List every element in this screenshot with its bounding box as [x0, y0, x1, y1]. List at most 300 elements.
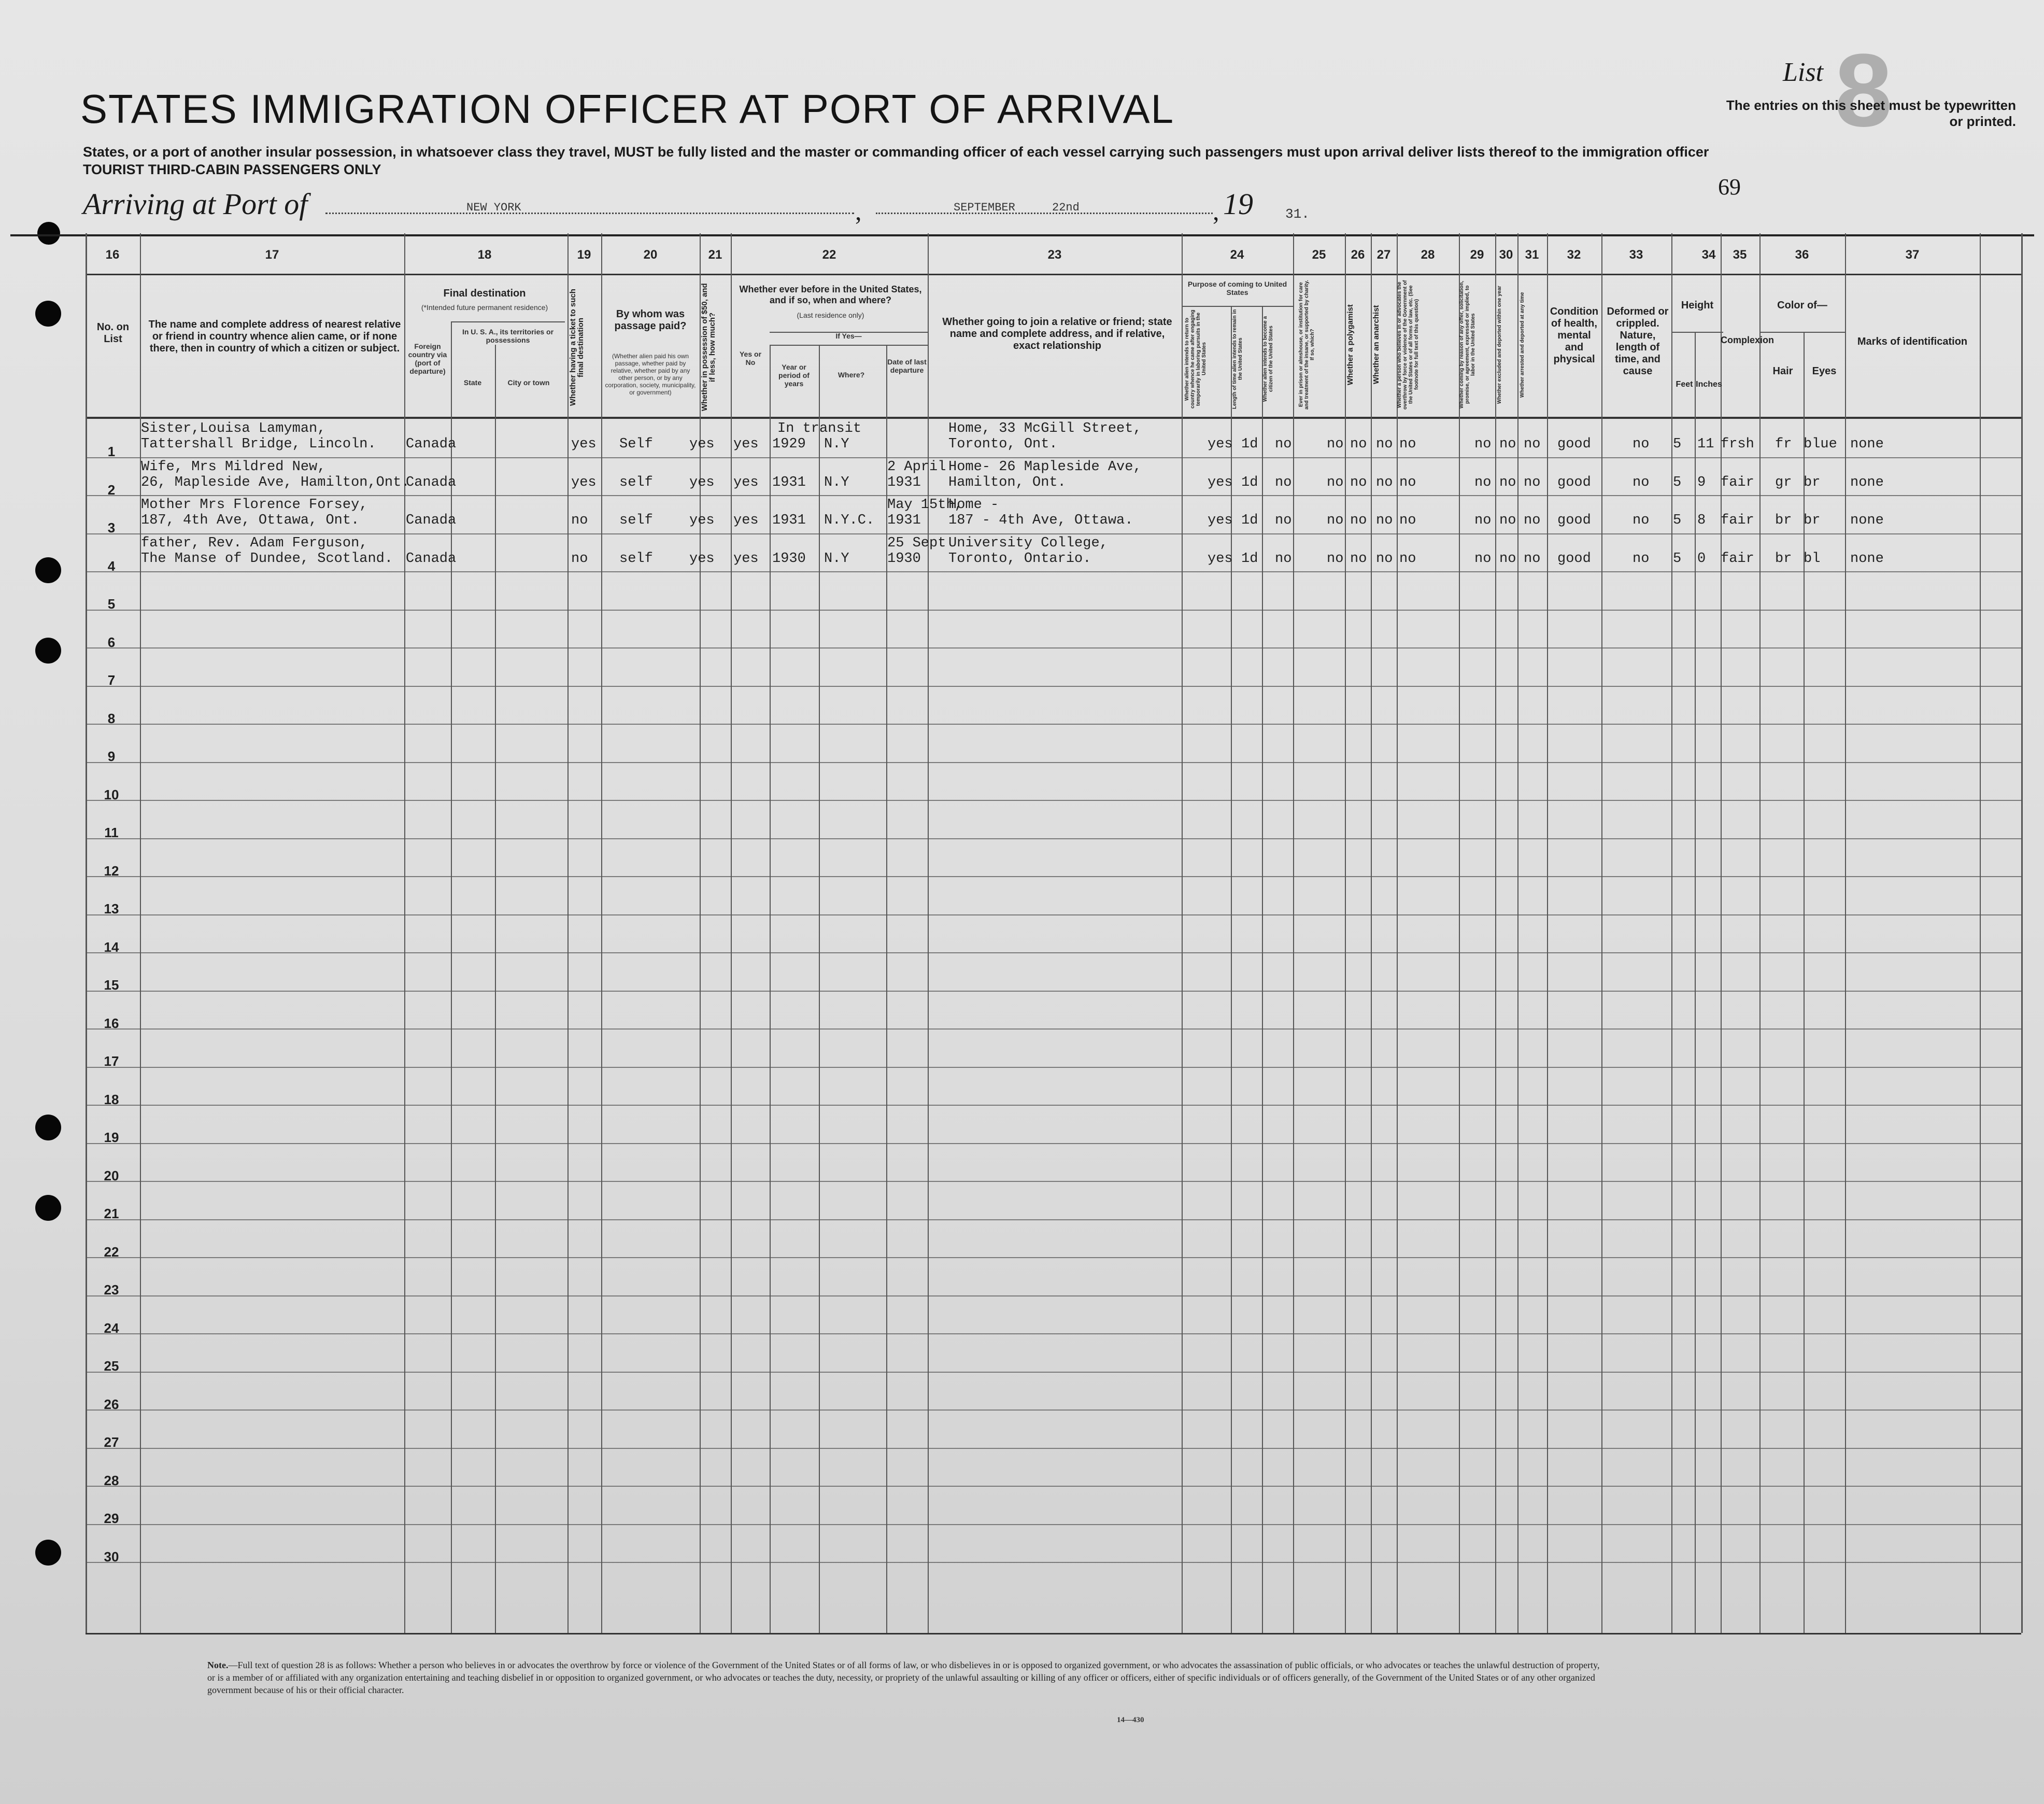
entry-join-line1: Home- 26 Mapleside Ave, — [948, 459, 1142, 475]
column-number: 17 — [265, 248, 279, 262]
row-rule — [1671, 332, 1723, 333]
row-rule — [86, 647, 2021, 649]
row-number: 26 — [104, 1396, 119, 1412]
entry-join-line1: Home, 33 McGill Street, — [948, 421, 1142, 436]
row-rule — [86, 610, 2021, 611]
entry-rel-line2: Tattershall Bridge, Lincoln. — [141, 436, 376, 452]
footnote-text: —Full text of question 28 is as follows: Whether a person who believes in or advocates the overthrow by force or violence of the Government of the United States or of all forms of law, or who disbelieves in or is opposed to organized government, or who advocates the assassination of public officials, or who advocates or teaches the unlawful destruction of property, or is a member of or affiliated with any organization entertaining and teaching disbelief in or opposition to organized government, or who advocates or teaches the duty, necessity, or propriety of the unlawful assaulting or killing of any officer or officers, either of specific individuals or of officers generally, of the Government of the United States or of any other organized government because of his or their official character. — [207, 1660, 1600, 1695]
header-health: Condition of health, mental and physical — [1550, 306, 1599, 365]
entry-eyes: br — [1804, 513, 1821, 528]
row-rule — [451, 321, 565, 322]
typewriter-note: The entries on this sheet must be typewritten or printed. — [1726, 97, 2016, 129]
entry-transit: In transit — [777, 421, 862, 436]
entry-p24a: yes — [1208, 551, 1233, 567]
column-number: 27 — [1376, 248, 1391, 262]
entry-hair: gr — [1775, 474, 1792, 490]
entry-foreign: Canada — [406, 513, 457, 528]
row-number: 5 — [107, 596, 116, 612]
column-rule — [819, 345, 820, 1633]
entry-c26: no — [1350, 474, 1367, 490]
entry-marks: none — [1850, 513, 1884, 528]
row-rule — [86, 1105, 2021, 1106]
column-rule — [1262, 306, 1263, 1633]
punch-hole — [37, 222, 60, 245]
entry-inches: 8 — [1697, 513, 1706, 528]
column-number: 21 — [708, 248, 722, 262]
entry-complexion: fair — [1721, 474, 1754, 490]
column-number: 25 — [1312, 248, 1326, 262]
column-rule — [1759, 233, 1761, 1633]
entry-money: yes — [689, 513, 715, 528]
entry-hair: br — [1775, 551, 1792, 567]
row-rule — [86, 762, 2021, 763]
entry-c26: no — [1350, 513, 1367, 528]
row-number: 7 — [107, 672, 116, 688]
row-number: 13 — [104, 901, 119, 917]
entry-foreign: Canada — [406, 474, 457, 490]
row-rule — [86, 724, 2021, 725]
entry-p24a: yes — [1208, 436, 1233, 452]
row-rule — [86, 1448, 2021, 1449]
row-number: 29 — [104, 1511, 119, 1526]
header-deformed: Deformed or crippled. Nature, length of time, and cause — [1607, 306, 1669, 377]
entry-ticket: no — [571, 513, 588, 528]
year-suffix: 31. — [1285, 206, 1310, 222]
column-rule — [86, 233, 87, 1633]
header-if-yes: If Yes— — [835, 332, 862, 340]
header-where: Where? — [838, 371, 865, 379]
entry-deformed: no — [1633, 551, 1650, 567]
header-inches: Inches — [1696, 380, 1722, 389]
entry-p24c: no — [1275, 474, 1292, 490]
entry-c30: no — [1499, 551, 1516, 567]
row-rule — [86, 876, 2021, 877]
row-rule — [86, 1372, 2021, 1373]
row-number: 15 — [104, 977, 119, 993]
entry-c26: no — [1350, 436, 1367, 452]
column-number: 34 — [1701, 248, 1716, 262]
column-rule — [770, 345, 771, 1633]
entry-c27: no — [1376, 436, 1393, 452]
column-rule — [731, 233, 732, 1633]
entry-feet: 5 — [1673, 436, 1682, 452]
header-purpose-citizen: Whether alien intends to become a citizen of the United States — [1262, 316, 1274, 402]
year-prefix: 19 — [1223, 187, 1253, 221]
row-number: 11 — [104, 825, 119, 840]
entry-before: yes — [733, 513, 759, 528]
entry-deformed: no — [1633, 436, 1650, 452]
entry-c31: no — [1524, 436, 1541, 452]
entry-c29: no — [1474, 436, 1492, 452]
form-title: STATES IMMIGRATION OFFICER AT PORT OF ARRIVAL — [80, 86, 1175, 132]
entry-year: 1931 — [772, 474, 806, 490]
entry-complexion: frsh — [1721, 436, 1754, 452]
entry-money: yes — [689, 551, 715, 567]
entry-c28: no — [1399, 474, 1416, 490]
entry-ticket: no — [571, 551, 588, 567]
entry-p24a: yes — [1208, 474, 1233, 490]
row-number: 8 — [107, 710, 116, 726]
column-number: 22 — [822, 248, 836, 262]
row-rule — [86, 1028, 2021, 1030]
row-rule — [86, 457, 2021, 458]
entry-c26: no — [1350, 551, 1367, 567]
header-marks: Marks of identification — [1857, 336, 1968, 347]
entry-c27: no — [1376, 474, 1393, 490]
header-final-destination: Final destination — [443, 288, 526, 299]
row-number: 12 — [104, 863, 119, 879]
column-rule — [1845, 233, 1846, 1633]
header-prison: Ever in prison or almshouse, or institution for care and treatment of the insane, or supported by charity. If so, which? — [1298, 280, 1315, 410]
entry-p24c: no — [1275, 513, 1292, 528]
header-labor-offer: Whether coming by reason of any offer, solicitation, promise, or agreement, expressed or implied, to labor in the United States — [1459, 280, 1476, 409]
entry-join-line2: Toronto, Ontario. — [948, 551, 1091, 567]
column-rule — [567, 233, 569, 1633]
column-number: 28 — [1421, 248, 1435, 262]
row-rule — [86, 991, 2021, 992]
header-passage-paid-sub: (Whether alien paid his own passage, whether paid by relative, whether paid by any other person, or by any corporation, society, municipality, or government) — [605, 353, 696, 396]
entry-c30: no — [1499, 474, 1516, 490]
punch-hole — [35, 1540, 61, 1566]
entry-complexion: fair — [1721, 513, 1754, 528]
entry-paid: Self — [619, 436, 653, 452]
row-number: 2 — [107, 482, 116, 498]
entry-c28: no — [1399, 513, 1416, 528]
column-number: 16 — [105, 248, 120, 262]
column-number: 31 — [1525, 248, 1539, 262]
entry-marks: none — [1850, 474, 1884, 490]
column-rule — [1345, 233, 1346, 1633]
entry-date-line2: 1931 — [887, 513, 921, 528]
column-rule — [2021, 233, 2023, 1633]
row-rule — [86, 914, 2021, 915]
column-rule — [1517, 233, 1518, 1633]
entry-c28: no — [1399, 436, 1416, 452]
column-rule — [495, 345, 496, 1633]
entry-health: good — [1557, 513, 1591, 528]
row-rule — [86, 1295, 2021, 1296]
entry-health: good — [1557, 474, 1591, 490]
column-rule — [1371, 233, 1372, 1633]
entry-year: 1929 — [772, 436, 806, 452]
entry-date-line1: May 15th, — [887, 497, 963, 513]
column-rule — [1601, 233, 1602, 1633]
header-question-28: Whether a person who believes in or advocates the overthrow by force or violence of the Government of the United States or of all forms of law, etc. (See footnote for full text of this question) — [1397, 280, 1420, 410]
column-rule — [1671, 233, 1672, 1633]
row-rule — [86, 1486, 2021, 1487]
entry-eyes: bl — [1804, 551, 1821, 567]
header-year: Year or period of years — [778, 363, 810, 388]
header-ticket: Whether having a ticket to such final destination — [569, 289, 585, 406]
entry-rel-line1: father, Rev. Adam Ferguson, — [141, 535, 368, 551]
entry-inches: 0 — [1697, 551, 1706, 567]
entry-c30: no — [1499, 513, 1516, 528]
sheet-number: 69 — [1718, 174, 1741, 200]
header-complexion: Complexion — [1721, 335, 1775, 345]
header-eyes: Eyes — [1812, 365, 1837, 377]
row-number: 24 — [104, 1320, 119, 1336]
column-number: 23 — [1047, 248, 1062, 262]
row-rule — [86, 417, 2021, 419]
entry-rel-line1: Sister,Louisa Lamyman, — [141, 421, 326, 436]
row-number: 19 — [104, 1130, 119, 1145]
entry-inches: 11 — [1697, 436, 1714, 452]
header-city: City or town — [507, 378, 550, 387]
entry-c29: no — [1474, 513, 1492, 528]
entry-foreign: Canada — [406, 551, 457, 567]
comma: , — [1213, 196, 1219, 226]
row-number: 9 — [107, 749, 116, 764]
column-number: 18 — [477, 248, 492, 262]
entry-c29: no — [1474, 474, 1492, 490]
entry-ticket: yes — [571, 436, 597, 452]
column-rule — [1397, 233, 1398, 1633]
row-number: 16 — [104, 1015, 119, 1031]
port-dotted-line — [325, 213, 854, 214]
footnote-label: Note. — [207, 1660, 229, 1670]
entry-c25: no — [1327, 474, 1344, 490]
punch-hole — [35, 1115, 61, 1140]
date-dotted-line — [876, 213, 1213, 214]
row-number: 3 — [107, 520, 116, 535]
entry-where: N.Y — [824, 474, 849, 490]
month-value: SEPTEMBER — [954, 201, 1015, 214]
entry-hair: br — [1775, 513, 1792, 528]
entry-join-line1: Home - — [948, 497, 999, 513]
header-in-usa: In U. S. A., its territories or possessions — [462, 328, 554, 344]
header-feet: Feet — [1676, 380, 1693, 389]
entry-before: yes — [733, 474, 759, 490]
entry-rel-line1: Wife, Mrs Mildred New, — [141, 459, 326, 475]
column-number: 33 — [1629, 248, 1643, 262]
entry-join-line2: 187 - 4th Ave, Ottawa. — [948, 513, 1133, 528]
entry-c25: no — [1327, 551, 1344, 567]
arriving-label: Arriving at Port of — [83, 187, 308, 221]
entry-where: N.Y.C. — [824, 513, 875, 528]
header-fifty-dollars: Whether in possession of $50, and if less, how much? — [700, 283, 717, 412]
entry-feet: 5 — [1673, 513, 1682, 528]
row-number: 25 — [104, 1358, 119, 1374]
column-rule — [1459, 233, 1460, 1633]
row-rule — [86, 1410, 2021, 1411]
punch-hole — [35, 638, 61, 664]
row-rule — [86, 1562, 2021, 1563]
entry-deformed: no — [1633, 474, 1650, 490]
row-rule — [10, 234, 2034, 236]
header-no-on-list: No. on List — [96, 321, 130, 345]
header-final-destination-sub: (*Intended future permanent residence) — [421, 303, 548, 312]
entry-marks: none — [1850, 436, 1884, 452]
entry-p24c: no — [1275, 551, 1292, 567]
entry-c28: no — [1399, 551, 1416, 567]
header-passage-paid: By whom was passage paid? — [614, 308, 687, 332]
row-number: 14 — [104, 939, 119, 955]
header-hair: Hair — [1772, 365, 1793, 377]
row-rule — [86, 1181, 2021, 1182]
header-nearest-relative: The name and complete address of nearest relative or friend in country whence alien came, or if none there, then in country of which a citizen or subject. — [148, 319, 401, 354]
list-label: List — [1783, 58, 1824, 87]
row-rule — [86, 571, 2021, 572]
column-number: 19 — [577, 248, 591, 262]
entry-c30: no — [1499, 436, 1516, 452]
column-number: 32 — [1567, 248, 1581, 262]
entry-paid: self — [619, 474, 653, 490]
row-rule — [86, 274, 2021, 275]
header-excluded: Whether excluded and deported within one year — [1497, 286, 1502, 404]
entry-hair: fr — [1775, 436, 1792, 452]
column-rule — [1182, 233, 1183, 1633]
entry-c31: no — [1524, 474, 1541, 490]
header-yes-no: Yes or No — [739, 350, 762, 367]
entry-rel-line2: 187, 4th Ave, Ottawa, Ont. — [141, 513, 360, 528]
entry-feet: 5 — [1673, 551, 1682, 567]
row-rule — [1759, 332, 1845, 333]
entry-feet: 5 — [1673, 474, 1682, 490]
column-number: 35 — [1733, 248, 1747, 262]
header-purpose-length: Length of time alien intends to remain in the United States — [1232, 309, 1243, 409]
entry-date-line2: 1930 — [887, 551, 921, 567]
column-rule — [1980, 233, 1981, 1633]
instruction-line: States, or a port of another insular possession, in whatsoever class they travel, MUST be fully listed and the master or commanding officer of each vessel carrying such passengers must upon arrival deliver lists thereof to the immigration officer — [83, 144, 1709, 160]
column-rule — [1695, 332, 1696, 1633]
row-rule — [86, 495, 2021, 496]
entry-c25: no — [1327, 436, 1344, 452]
entry-c31: no — [1524, 513, 1541, 528]
column-number: 30 — [1499, 248, 1513, 262]
row-number: 27 — [104, 1434, 119, 1450]
row-rule — [86, 1143, 2021, 1144]
column-rule — [1293, 233, 1294, 1633]
row-rule — [86, 1219, 2021, 1220]
row-rule — [1182, 306, 1293, 307]
row-number: 1 — [107, 444, 116, 459]
passenger-class-line: TOURIST THIRD-CABIN PASSENGERS ONLY — [83, 162, 381, 177]
column-number: 26 — [1351, 248, 1365, 262]
entry-date-line2: 1931 — [887, 474, 921, 490]
entry-rel-line2: The Manse of Dundee, Scotland. — [141, 551, 393, 567]
header-arrested: Whether arrested and deported at any time — [1520, 292, 1525, 398]
form-number: 14—430 — [1117, 1716, 1144, 1724]
entry-money: yes — [689, 436, 715, 452]
header-going-to-join: Whether going to join a relative or friend; state name and complete address, and if relative, exact relationship — [942, 316, 1172, 351]
row-rule — [770, 345, 928, 346]
entry-p24b: 1d — [1241, 513, 1258, 528]
header-height: Height — [1681, 300, 1714, 311]
entry-inches: 9 — [1697, 474, 1706, 490]
header-foreign-country: Foreign country via (port of departure) — [408, 342, 447, 375]
entry-complexion: fair — [1721, 551, 1754, 567]
day-value: 22nd — [1052, 201, 1080, 214]
entry-p24a: yes — [1208, 513, 1233, 528]
header-anarchist: Whether an anarchist — [1372, 305, 1381, 385]
entry-where: N.Y — [824, 436, 849, 452]
punch-hole — [35, 301, 61, 327]
column-number: 29 — [1470, 248, 1484, 262]
entry-money: yes — [689, 474, 715, 490]
row-number: 22 — [104, 1244, 119, 1260]
row-rule — [86, 1524, 2021, 1525]
entry-date-line1: 25 Sept — [887, 535, 946, 551]
column-rule — [601, 233, 602, 1633]
row-number: 17 — [104, 1053, 119, 1069]
entry-c29: no — [1474, 551, 1492, 567]
entry-date-line1: 2 April — [887, 459, 946, 475]
row-number: 20 — [104, 1167, 119, 1183]
row-rule — [86, 686, 2021, 687]
list-number: 8 — [1835, 33, 1893, 148]
row-number: 30 — [104, 1548, 119, 1565]
entry-year: 1930 — [772, 551, 806, 567]
entry-year: 1931 — [772, 513, 806, 528]
entry-deformed: no — [1633, 513, 1650, 528]
entry-p24b: 1d — [1241, 436, 1258, 452]
column-rule — [1495, 233, 1496, 1633]
column-number: 24 — [1230, 248, 1244, 262]
entry-eyes: blue — [1804, 436, 1837, 452]
entry-join-line2: Hamilton, Ont. — [948, 474, 1066, 490]
port-value: NEW YORK — [466, 201, 521, 214]
row-rule — [86, 533, 2021, 534]
row-number: 21 — [104, 1206, 119, 1221]
entry-c25: no — [1327, 513, 1344, 528]
comma: , — [855, 196, 862, 226]
row-number: 18 — [104, 1091, 119, 1107]
header-purpose-return: Whether alien intends to return to country whence he came after engaging temporarily in laboring pursuits in the United States — [1184, 309, 1207, 408]
entry-marks: none — [1850, 551, 1884, 567]
row-rule — [86, 800, 2021, 801]
row-number: 6 — [107, 634, 116, 650]
row-rule — [86, 1067, 2021, 1068]
entry-before: yes — [733, 436, 759, 452]
header-purpose: Purpose of coming to United States — [1187, 280, 1287, 297]
footnote — [207, 1659, 1607, 1696]
header-state: State — [463, 378, 482, 387]
column-rule — [1547, 233, 1548, 1633]
entry-foreign: Canada — [406, 436, 457, 452]
entry-ticket: yes — [571, 474, 597, 490]
punch-hole — [35, 557, 61, 583]
entry-c27: no — [1376, 513, 1393, 528]
entry-p24c: no — [1275, 436, 1292, 452]
entry-p24b: 1d — [1241, 551, 1258, 567]
row-number: 23 — [104, 1282, 119, 1298]
column-rule — [1231, 306, 1232, 1633]
entry-where: N.Y — [824, 551, 849, 567]
entry-rel-line2: 26, Mapleside Ave, Hamilton,Ont. — [141, 474, 410, 490]
entry-paid: self — [619, 513, 653, 528]
entry-join-line1: University College, — [948, 535, 1108, 551]
header-ever-before-sub: (Last residence only) — [797, 311, 864, 319]
entry-c31: no — [1524, 551, 1541, 567]
entry-paid: self — [619, 551, 653, 567]
entry-join-line2: Toronto, Ont. — [948, 436, 1058, 452]
column-number: 36 — [1795, 248, 1809, 262]
row-number: 4 — [107, 558, 116, 574]
column-number: 37 — [1905, 248, 1920, 262]
row-rule — [86, 952, 2021, 953]
header-ever-before: Whether ever before in the United States, and if so, when and where? — [739, 284, 922, 305]
column-rule — [404, 233, 405, 1633]
entry-c27: no — [1376, 551, 1393, 567]
column-number: 20 — [643, 248, 658, 262]
entry-p24b: 1d — [1241, 474, 1258, 490]
entry-rel-line1: Mother Mrs Florence Forsey, — [141, 497, 368, 513]
row-rule — [86, 838, 2021, 839]
header-color-of: Color of— — [1777, 300, 1827, 311]
entry-health: good — [1557, 436, 1591, 452]
header-polygamist: Whether a polygamist — [1346, 304, 1355, 385]
entry-eyes: br — [1804, 474, 1821, 490]
